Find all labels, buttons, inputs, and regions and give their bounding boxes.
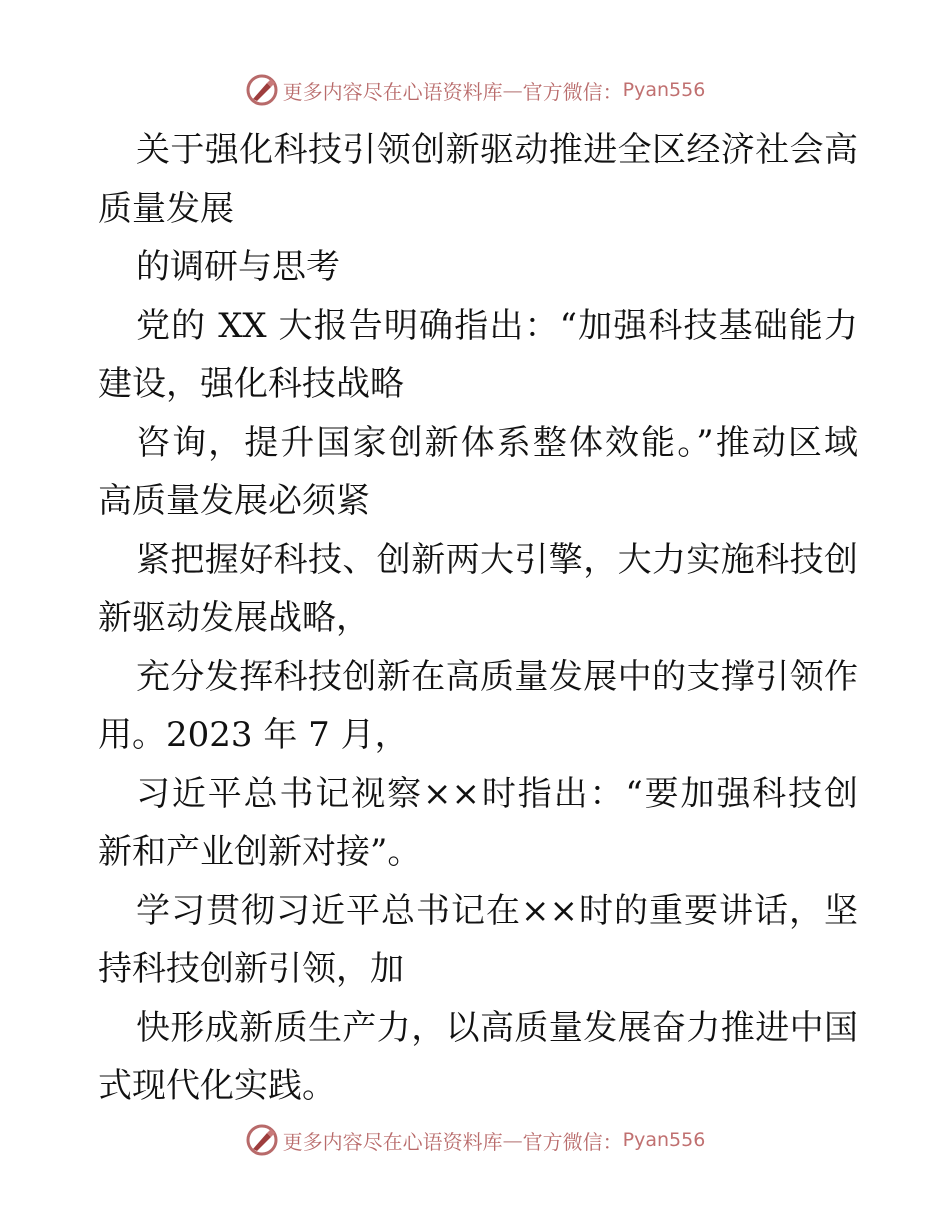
- paragraph-line: 用。2023 年 7 月，: [98, 715, 409, 755]
- paragraph-line: 式现代化实践。: [98, 1066, 336, 1106]
- paragraph-line: 咨询，提升国家创新体系整体效能。”推动区域: [136, 422, 858, 463]
- title-line-2: 质量发展: [98, 188, 234, 229]
- banner-label: 官方微信：: [522, 79, 623, 104]
- title-line-3: 的调研与思考: [136, 247, 340, 287]
- paragraph-line: 新和产业创新对接”。: [98, 832, 422, 872]
- banner-separator: —: [502, 78, 523, 102]
- paragraph-line: 习近平总书记视察××时指出：“要加强科技创: [136, 773, 858, 814]
- paragraph-line: 党的 XX 大报告明确指出：“加强科技基础能力: [136, 305, 858, 346]
- paragraph-line: 新驱动发展战略，: [98, 598, 370, 638]
- paragraph-line: 紧把握好科技、创新两大引擎，大力实施科技创: [136, 539, 858, 580]
- title-line-1: 关于强化科技引领创新驱动推进全区经济社会高: [136, 130, 858, 170]
- paragraph-line: 快形成新质生产力，以高质量发展奋力推进中国: [136, 1007, 858, 1048]
- banner-text: 更多内容尽在心语资料库: [282, 79, 503, 104]
- banner-label: 官方微信：: [522, 1129, 623, 1154]
- banner-wechat-id: Pyan556: [622, 79, 706, 101]
- banner-wechat-id: Pyan556: [622, 1129, 706, 1151]
- document-body: [98, 121, 858, 1116]
- paragraph-line: 高质量发展必须紧: [98, 481, 370, 521]
- watermark-banner-bottom: [0, 1120, 950, 1160]
- banner-separator: —: [502, 1128, 523, 1152]
- paragraph-line: 学习贯彻习近平总书记在××时的重要讲话，坚: [136, 890, 858, 931]
- paragraph-line: 持科技创新引领，加: [98, 949, 404, 989]
- watermark-banner-top: [0, 70, 950, 110]
- paragraph-line: 充分发挥科技创新在高质量发展中的支撑引领作: [136, 656, 858, 697]
- paragraph-line: 建设，强化科技战略: [98, 364, 404, 404]
- pen-logo-icon: [245, 73, 279, 107]
- pen-logo-icon: [245, 1123, 279, 1157]
- banner-text: 更多内容尽在心语资料库: [282, 1129, 503, 1154]
